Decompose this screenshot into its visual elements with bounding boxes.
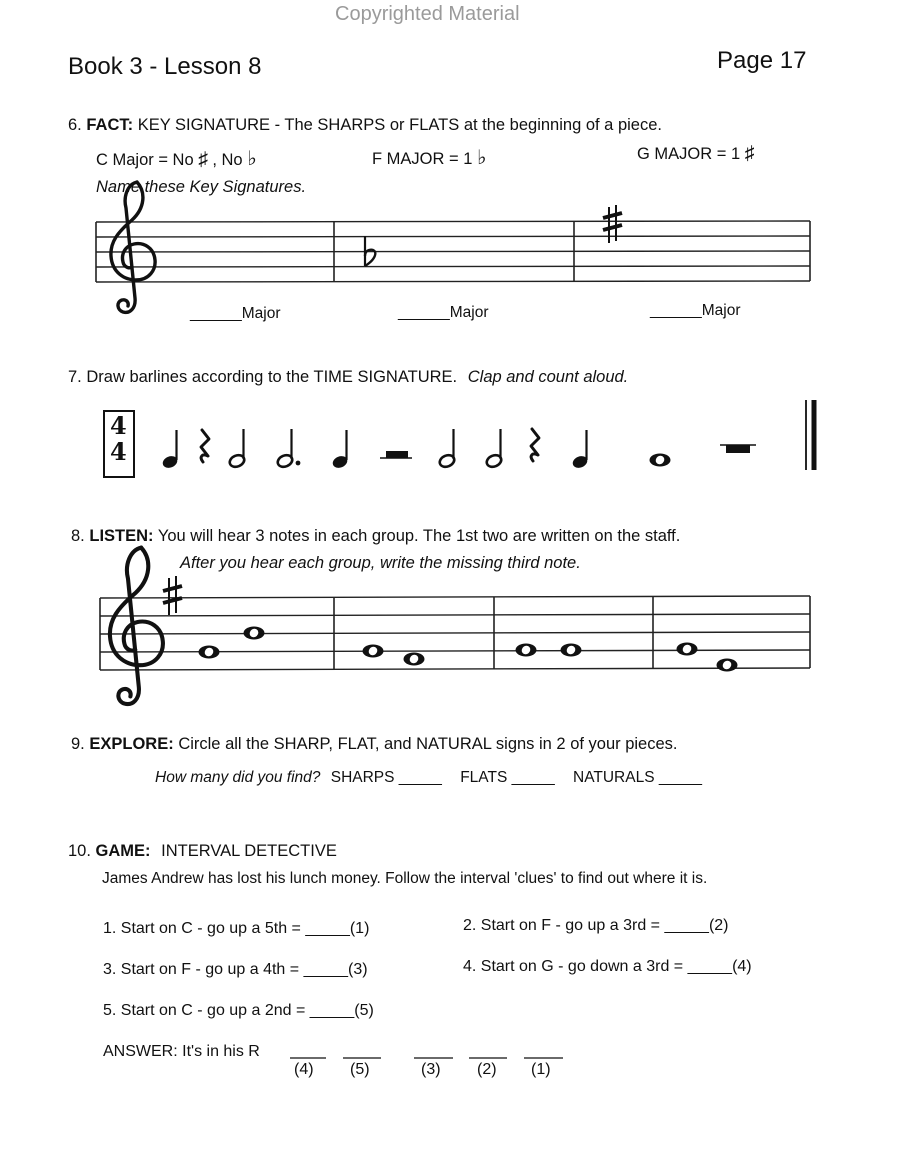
f-major-text: F MAJOR = 1 xyxy=(372,150,473,168)
whole-rest-icon xyxy=(720,445,756,453)
clue-4[interactable]: 4. Start on G - go down a 3rd = _____(4) xyxy=(463,958,752,975)
time-signature-top: 4 xyxy=(110,411,127,440)
q8-heading xyxy=(71,527,680,546)
flats-count-blank[interactable]: FLATS _____ xyxy=(460,769,555,786)
answer-slot-4[interactable]: (4) xyxy=(294,1061,314,1078)
whole-note-icon xyxy=(561,644,582,657)
sharp-icon: ♯ xyxy=(198,149,208,170)
half-note-icon xyxy=(276,429,294,469)
clue-2[interactable]: 2. Start on F - go up a 3rd = _____(2) xyxy=(463,917,729,934)
time-signature xyxy=(110,413,127,465)
q8-text: You will hear 3 notes in each group. The 1st two are written on the staff. xyxy=(157,527,681,545)
q7-italic: Clap and count aloud. xyxy=(467,368,629,386)
answer-slot-5[interactable]: (5) xyxy=(350,1061,370,1078)
final-barline xyxy=(806,400,814,470)
quarter-note-icon xyxy=(331,430,349,470)
whole-note-icon xyxy=(244,627,265,640)
q9-text: Circle all the SHARP, FLAT, and NATURAL signs in 2 of your pieces. xyxy=(178,735,678,753)
clue-3[interactable]: 3. Start on F - go up a 4th = _____(3) xyxy=(103,961,368,978)
q8-label: LISTEN: xyxy=(89,527,154,545)
q8-instruction: After you hear each group, write the missing third note. xyxy=(180,554,581,572)
q9-count-row xyxy=(155,769,702,787)
q9-heading xyxy=(71,735,678,754)
q10-title: INTERVAL DETECTIVE xyxy=(161,842,337,860)
q10-number: 10. xyxy=(68,842,91,860)
flat-icon: ♭ xyxy=(477,147,487,169)
whole-note-icon xyxy=(717,659,738,672)
flat-icon xyxy=(365,236,375,266)
whole-note-icon xyxy=(650,454,671,467)
key-answer-blank-1[interactable]: ______Major xyxy=(190,305,281,322)
treble-clef-icon xyxy=(111,182,155,312)
page-title: Book 3 - Lesson 8 xyxy=(68,53,262,80)
naturals-count-blank[interactable]: NATURALS _____ xyxy=(573,769,702,786)
half-note-icon xyxy=(228,429,246,469)
answer-slot-3[interactable]: (3) xyxy=(421,1061,441,1078)
whole-note-icon xyxy=(516,644,537,657)
answer-label: ANSWER: It's in his R xyxy=(103,1043,260,1060)
q9-label: EXPLORE: xyxy=(89,735,174,753)
sharp-icon xyxy=(603,205,622,243)
treble-clef-icon xyxy=(110,548,163,704)
half-note-icon xyxy=(485,429,503,469)
q7-number: 7. xyxy=(68,368,82,386)
g-major-text: G MAJOR = 1 xyxy=(637,145,741,163)
quarter-note-icon xyxy=(161,430,179,470)
key-answer-blank-2[interactable]: ______Major xyxy=(398,304,489,321)
q9-question: How many did you find? xyxy=(155,769,321,786)
half-note-icon xyxy=(438,429,456,469)
copyright-watermark: Copyrighted Material xyxy=(335,3,520,25)
key-signature-staff xyxy=(96,182,810,312)
whole-note-icon xyxy=(404,653,425,666)
q10-intro: James Andrew has lost his lunch money. Follow the interval 'clues' to find out where it is. xyxy=(102,870,708,887)
rhythm-line xyxy=(104,400,814,477)
quarter-note-icon xyxy=(571,430,589,470)
half-rest-icon xyxy=(380,451,412,458)
clue-5[interactable]: 5. Start on C - go up a 2nd = _____(5) xyxy=(103,1002,374,1019)
q6-text: KEY SIGNATURE - The SHARPS or FLATS at the beginning of a piece. xyxy=(137,116,662,134)
answer-slot-1[interactable]: (1) xyxy=(531,1061,551,1078)
sharps-count-blank[interactable]: SHARPS _____ xyxy=(330,769,442,786)
clue-1[interactable]: 1. Start on C - go up a 5th = _____(1) xyxy=(103,920,370,937)
time-signature-bottom: 4 xyxy=(110,437,127,466)
q9-number: 9. xyxy=(71,735,85,753)
sharp-icon xyxy=(163,576,182,615)
quarter-rest-icon xyxy=(201,430,209,462)
q8-number: 8. xyxy=(71,527,85,545)
q6-label: FACT: xyxy=(86,116,134,134)
q7-text: Draw barlines according to the TIME SIGNATURE. xyxy=(86,368,458,386)
flat-icon: ♭ xyxy=(247,148,257,170)
q6-number: 6. xyxy=(68,116,82,134)
key-answer-blank-3[interactable]: ______Major xyxy=(650,302,741,319)
q6-prompt: Name these Key Signatures. xyxy=(96,178,307,196)
whole-note-icon xyxy=(677,643,698,656)
dotted-half-note xyxy=(276,429,300,469)
q7-heading xyxy=(68,368,628,387)
q10-heading xyxy=(68,842,337,861)
answer-slot-2[interactable]: (2) xyxy=(477,1061,497,1078)
sharp-icon: ♯ xyxy=(744,143,755,164)
page-number: Page 17 xyxy=(717,47,807,74)
c-major-text: C Major = No xyxy=(96,151,194,169)
whole-note-icon xyxy=(199,646,220,659)
c-major-sep: , No xyxy=(212,151,243,169)
whole-note-icon xyxy=(363,645,384,658)
q10-label: GAME: xyxy=(95,842,151,860)
quarter-rest-icon xyxy=(531,429,539,461)
